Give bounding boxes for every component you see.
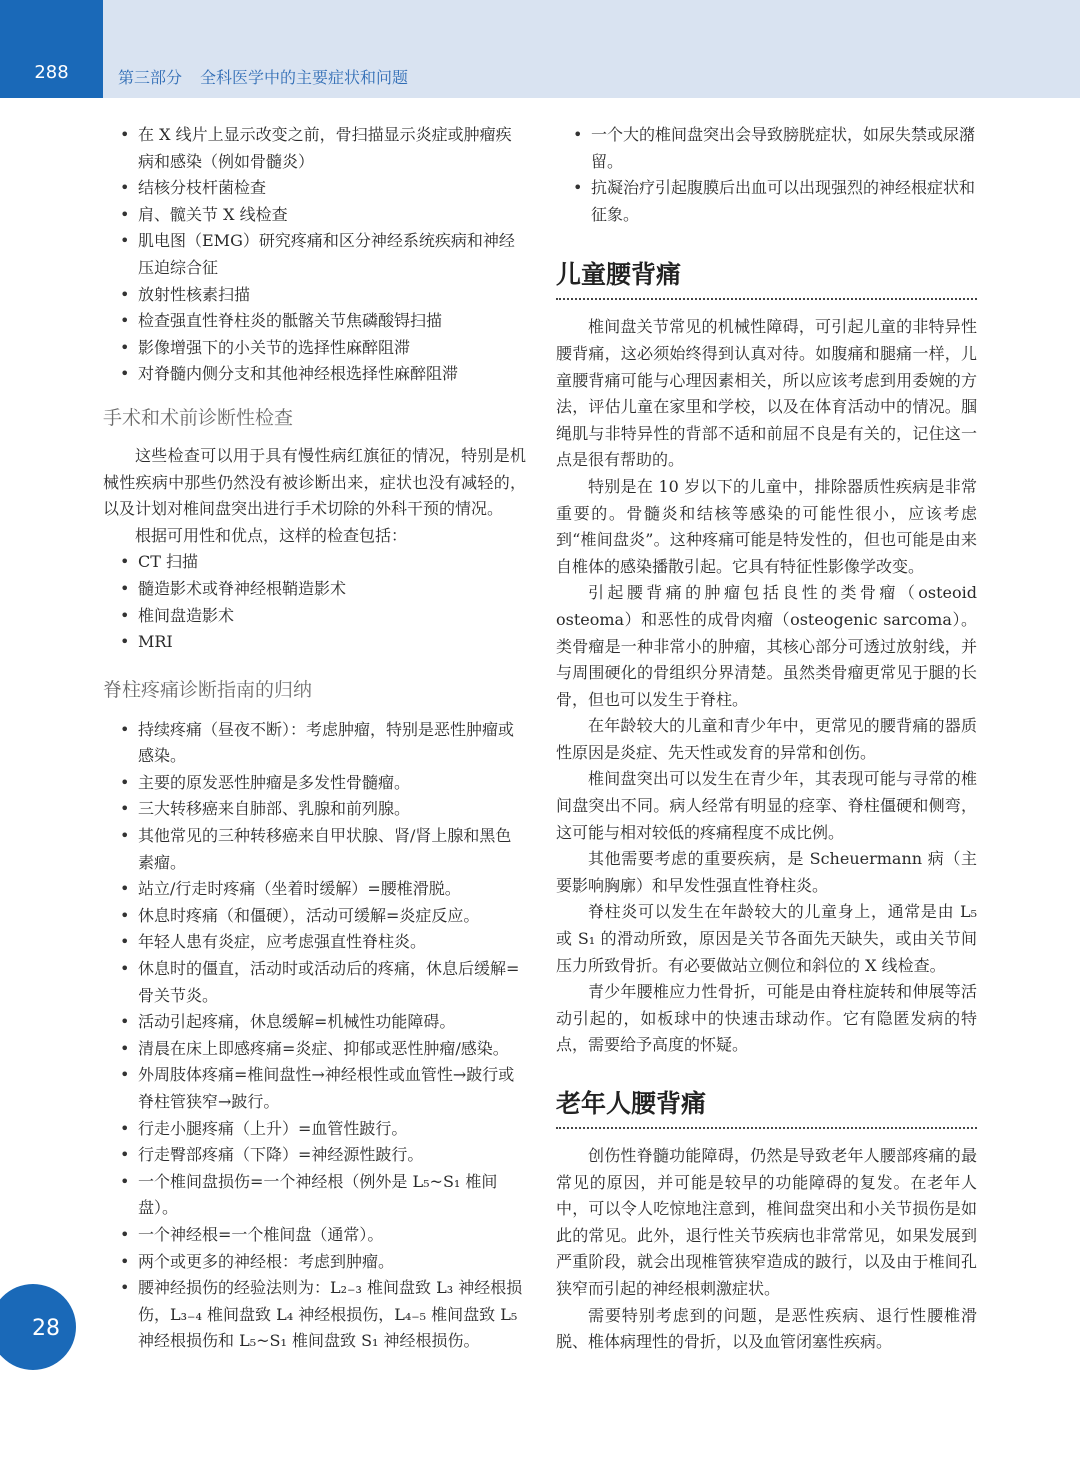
paragraph: 引起腰背痛的肿瘤包括良性的类骨瘤（osteoid osteoma）和恶性的成骨肉瘤（osteogenic sarcoma）。类骨瘤是一种非常小的肿瘤，其核心部分可透过放射线，并与周围硬化的骨组织分界清楚。虽然类骨瘤更常见于腿的长骨，但也可以发生于脊柱。 — [556, 583, 977, 709]
imaging-list — [103, 549, 526, 655]
list-item: • 放射性核素扫描 — [103, 282, 526, 309]
list-item: • 一个神经根=一个椎间盘（通常）。 — [103, 1222, 526, 1249]
paragraph: 需要特别考虑到的问题，是恶性疾病、退行性腰椎滑脱、椎体病理性的骨折，以及血管闭塞性疾病。 — [556, 1305, 977, 1352]
paragraph: 创伤性脊髓功能障碍，仍然是导致老年人腰部疼痛的最常见的原因，并可能是较早的功能障碍的复发。在老年人中，可以令人吃惊地注意到，椎间盘突出和小关节损伤是如此的常见。此外，退行性关节疾病也非常常见，如果发展到严重阶段，就会出现椎管狭窄造成的跛行，以及由于椎间孔狭窄而引起的神经根刺激症状。 — [556, 1146, 977, 1298]
list-item: • 持续疼痛（昼夜不断）：考虑肿瘤，特别是恶性肿瘤或感染。 — [103, 717, 526, 770]
chapter-number: 28 — [32, 1316, 60, 1341]
list-item: • 在 X 线片上显示改变之前，骨扫描显示炎症或肿瘤疾病和感染（例如骨髓炎） — [103, 122, 526, 175]
symptom-list — [556, 122, 977, 228]
list-item: • 髓造影术或脊神经根鞘造影术 — [103, 576, 526, 603]
list-item: • 结核分枝杆菌检查 — [103, 175, 526, 202]
page-header — [0, 0, 1080, 98]
paragraph: 青少年腰椎应力性骨折，可能是由脊柱旋转和伸展等活动引起的，如板球中的快速击球动作。它有隐匿发病的特点，需要给予高度的怀疑。 — [556, 982, 977, 1055]
list-item: • 肌电图（EMG）研究疼痛和区分神经系统疾病和神经压迫综合征 — [103, 228, 526, 281]
right-column — [556, 122, 977, 1356]
paragraph: 其他需要考虑的重要疾病，是 Scheuermann 病（主要影响胸廓）和早发性强直性脊柱炎。 — [556, 849, 977, 895]
heading-elderly-back-pain: 老年人腰背痛 — [556, 1089, 977, 1129]
page-number: 288 — [34, 62, 69, 83]
list-item: • 行走臀部疼痛（下降）=神经源性跛行。 — [103, 1142, 526, 1169]
page-number-box — [0, 0, 103, 98]
part-label: 第三部分 — [118, 68, 183, 87]
part-title: 全科医学中的主要症状和问题 — [200, 68, 409, 87]
paragraph: 这些检查可以用于具有慢性病红旗征的情况，特别是机械性疾病中那些仍然没有被诊断出来，症状也没有减轻的，以及计划对椎间盘突出进行手术切除的外科干预的情况。 — [103, 445, 526, 519]
list-item: • 清晨在床上即感疼痛=炎症、抑郁或恶性肿瘤/感染。 — [103, 1036, 526, 1063]
paragraph: 椎间盘突出可以发生在青少年，其表现可能与寻常的椎间盘突出不同。病人经常有明显的痉挛、脊柱僵硬和侧弯，这可能与相对较低的疼痛程度不成比例。 — [556, 769, 977, 842]
list-item: • 活动引起疼痛，休息缓解=机械性功能障碍。 — [103, 1009, 526, 1036]
list-item: • 两个或更多的神经根：考虑到肿瘤。 — [103, 1249, 526, 1276]
subheading-guidelines: 脊柱疼痛诊断指南的归纳 — [103, 678, 313, 701]
list-item: • MRI — [103, 629, 526, 656]
list-item: • 其他常见的三种转移癌来自甲状腺、肾/肾上腺和黑色素瘤。 — [103, 823, 526, 876]
list-item: • 外周肢体疼痛=椎间盘性→神经根性或血管性→跛行或脊柱管狭窄→跛行。 — [103, 1062, 526, 1115]
running-title — [118, 65, 408, 88]
paragraph: 根据可用性和优点，这样的检查包括： — [135, 525, 408, 545]
list-item: • 抗凝治疗引起腹膜后出血可以出现强烈的神经根症状和征象。 — [556, 175, 977, 228]
list-item: • 站立/行走时疼痛（坐着时缓解）=腰椎滑脱。 — [103, 876, 526, 903]
heading-children-back-pain: 儿童腰背痛 — [556, 260, 977, 300]
list-item: • 肩、髋关节 X 线检查 — [103, 202, 526, 229]
list-item: • 三大转移癌来自肺部、乳腺和前列腺。 — [103, 796, 526, 823]
list-item: • CT 扫描 — [103, 549, 526, 576]
paragraph: 椎间盘关节常见的机械性障碍，可引起儿童的非特异性腰背痛，这必须始终得到认真对待。如腹痛和腿痛一样，儿童腰背痛可能与心理因素相关，所以应该考虑到用委婉的方法，评估儿童在家里和学校，以及在体育活动中的情况。腘绳肌与非特异性的背部不适和前屈不良是有关的，记住这一点是很有帮助的。 — [556, 317, 977, 470]
paragraph: 脊柱炎可以发生在年龄较大的儿童身上，通常是由 L₅ 或 S₁ 的滑动所致，原因是关节各面先天缺失，或由关节间压力所致骨折。有必要做站立侧位和斜位的 X 线检查。 — [556, 902, 977, 975]
list-item: • 检查强直性脊柱炎的骶髂关节焦磷酸锝扫描 — [103, 308, 526, 335]
list-item: • 年轻人患有炎症，应考虑强直性脊柱炎。 — [103, 929, 526, 956]
list-item: • 腰神经损伤的经验法则为：L₂₋₃ 椎间盘致 L₃ 神经根损伤，L₃₋₄ 椎间盘致 L₄ 神经根损伤，L₄₋₅ 椎间盘致 L₅ 神经根损伤和 L₅~S₁ 椎间盘致 S₁ 神经根损伤。 — [103, 1275, 526, 1355]
guideline-list — [103, 717, 526, 1355]
list-item: • 影像增强下的小关节的选择性麻醉阻滞 — [103, 335, 526, 362]
paragraph: 在年龄较大的儿童和青少年中，更常见的腰背痛的器质性原因是炎症、先天性或发育的异常和创伤。 — [556, 716, 977, 762]
subheading-surgery: 手术和术前诊断性检查 — [103, 406, 294, 429]
exam-list — [103, 122, 526, 388]
list-item: • 休息时疼痛（和僵硬），活动可缓解=炎症反应。 — [103, 903, 526, 930]
list-item: • 主要的原发恶性肿瘤是多发性骨髓瘤。 — [103, 770, 526, 797]
list-item: • 对脊髓内侧分支和其他神经根选择性麻醉阻滞 — [103, 361, 526, 388]
list-item: • 一个大的椎间盘突出会导致膀胱症状，如尿失禁或尿潴留。 — [556, 122, 977, 175]
list-item: • 椎间盘造影术 — [103, 603, 526, 630]
list-item: • 休息时的僵直，活动时或活动后的疼痛，休息后缓解=骨关节炎。 — [103, 956, 526, 1009]
left-column — [103, 122, 526, 1355]
list-item: • 行走小腿疼痛（上升）=血管性跛行。 — [103, 1116, 526, 1143]
paragraph: 特别是在 10 岁以下的儿童中，排除器质性疾病是非常重要的。骨髓炎和结核等感染的可能性很小，应该考虑到“椎间盘炎”。这种疼痛可能是特发性的，但也可能是由来自椎体的感染播散引起。它具有特征性影像学改变。 — [556, 476, 977, 576]
list-item: • 一个椎间盘损伤=一个神经根（例外是 L₅~S₁ 椎间盘）。 — [103, 1169, 526, 1222]
